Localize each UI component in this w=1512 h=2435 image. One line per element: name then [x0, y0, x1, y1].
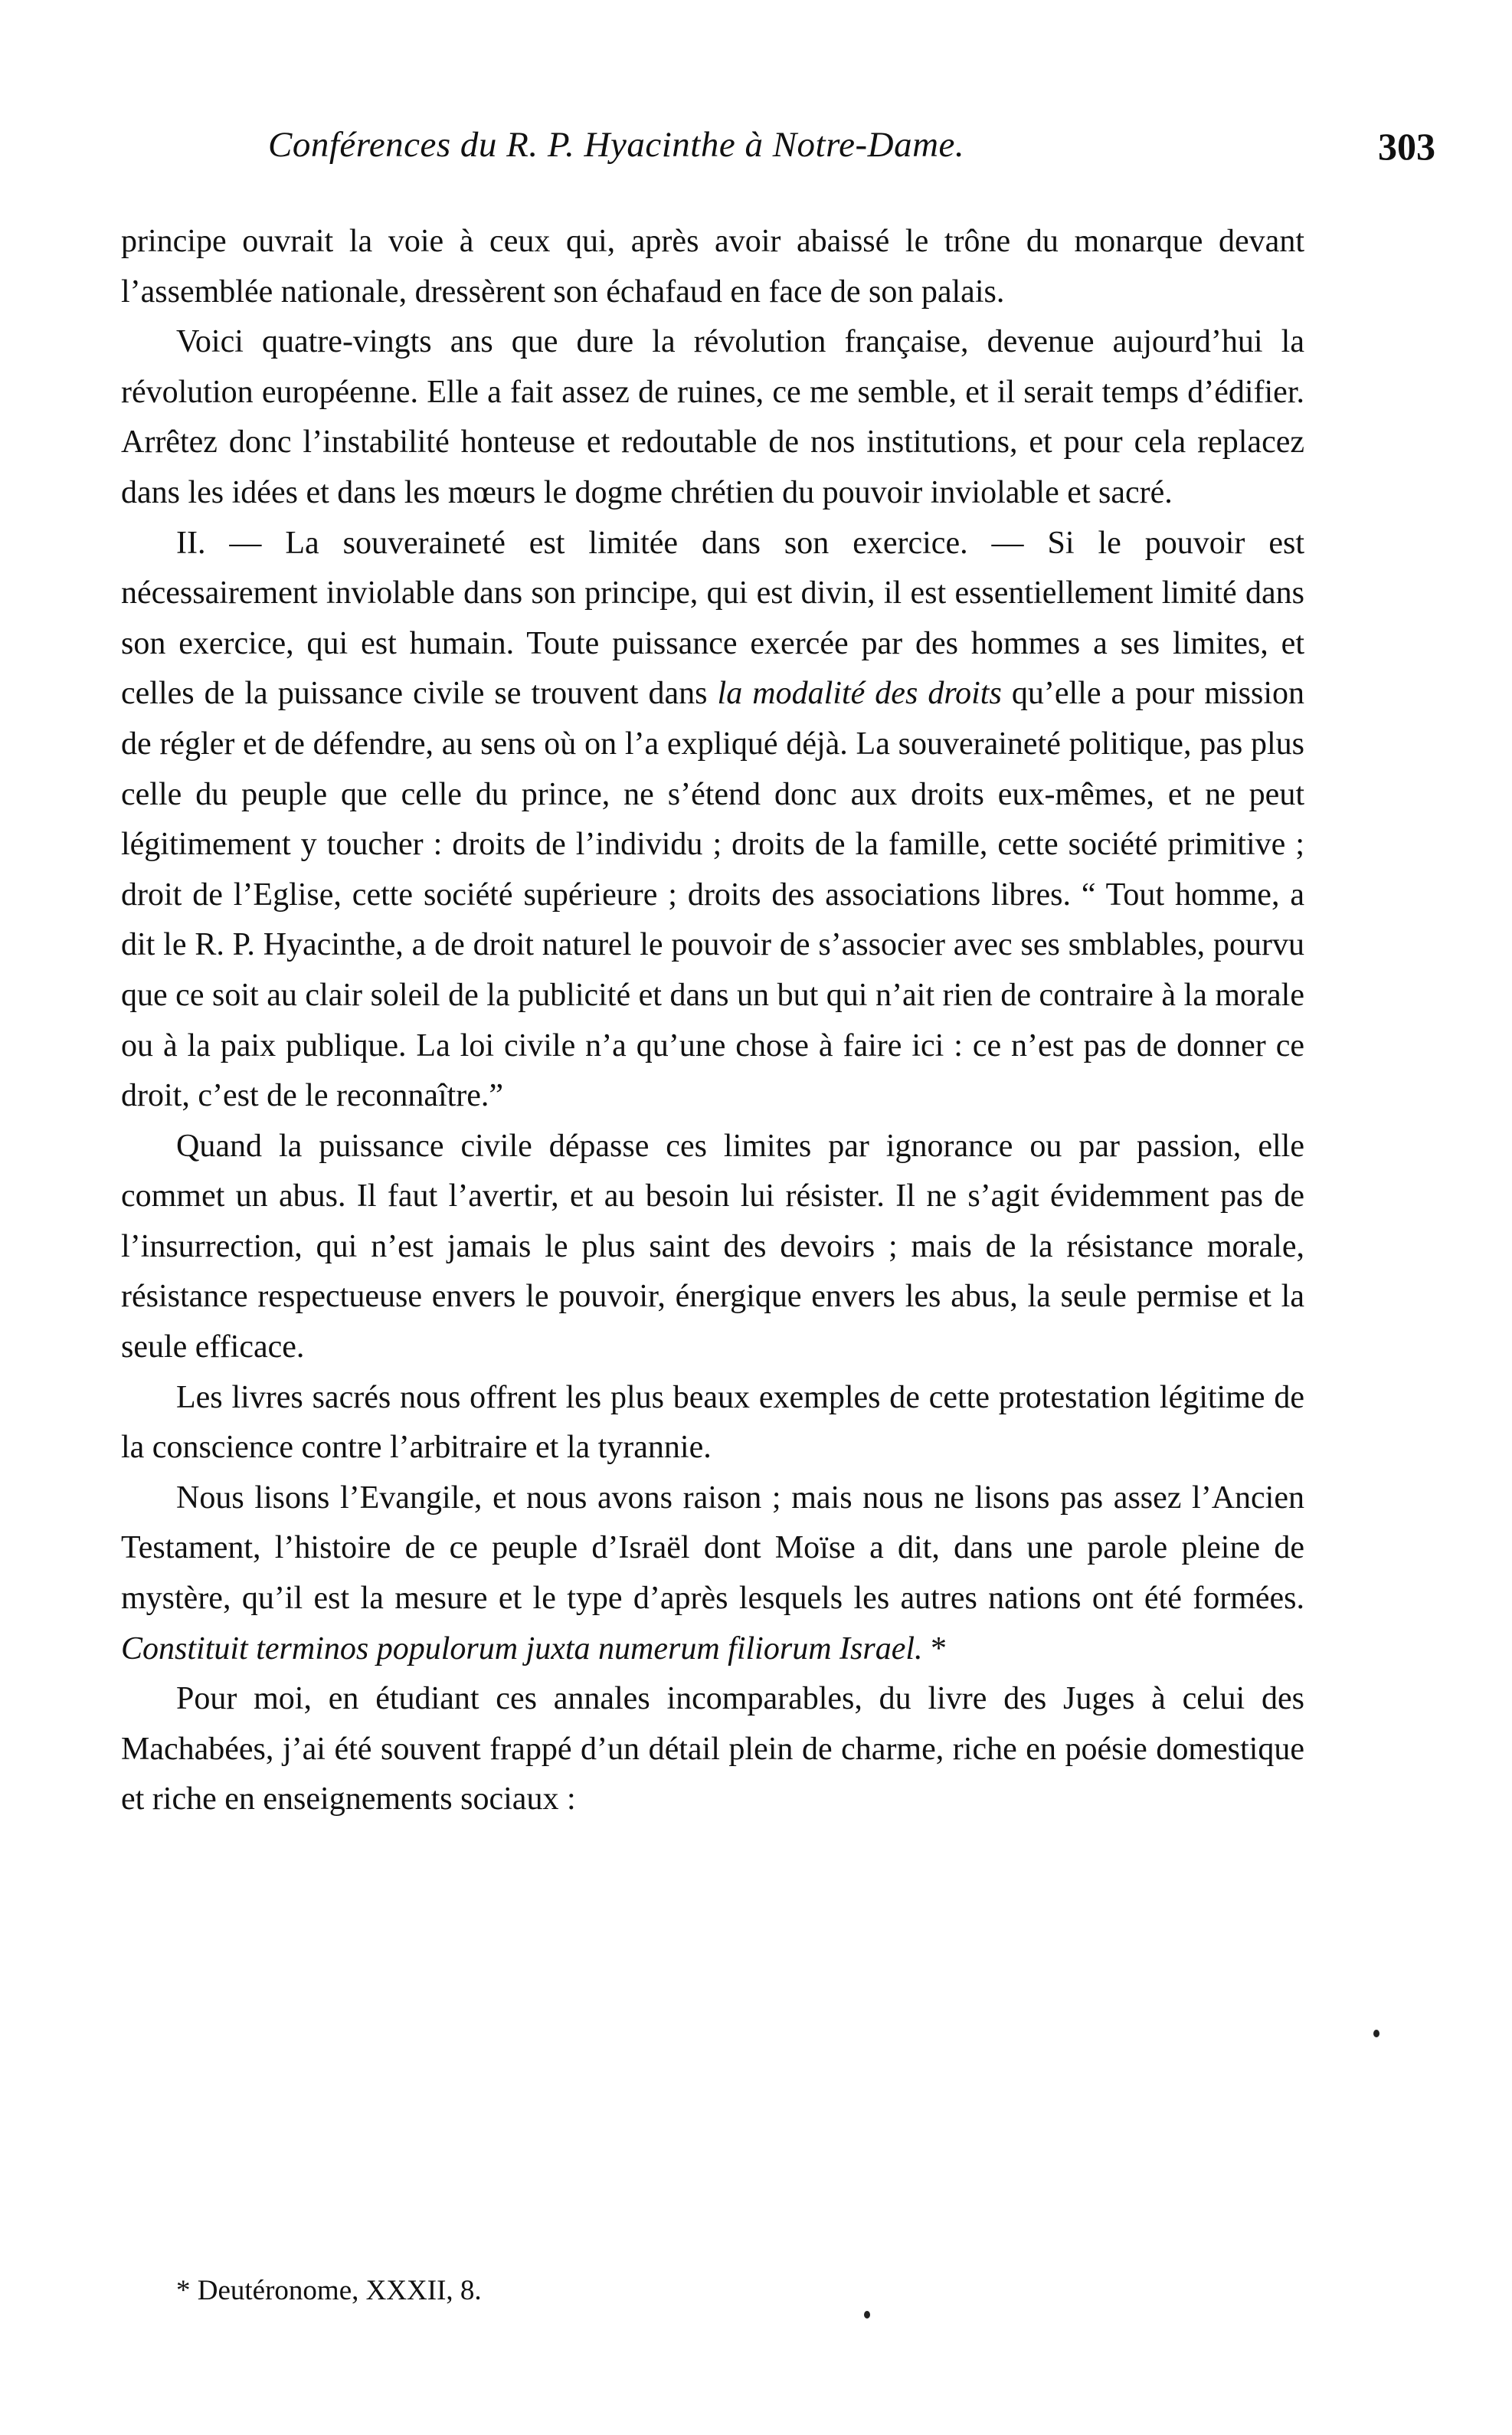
running-title: Conférences du R. P. Hyacinthe à Notre-Dame.: [268, 125, 965, 165]
text-run: Les livres sacrés nous offrent les plus beaux exemples de cette protestation légitime de la conscience contre l’arbitraire et la tyrannie.: [121, 1379, 1304, 1466]
ink-speck: [864, 2311, 870, 2319]
text-run: qu’elle a pour mission de régler et de défendre, au sens où on l’a expliqué déjà. La souveraineté politique, pas plus celle du peuple que celle du prince, ne s’étend donc aux droits eux-mêmes, et ne peut légitimement y toucher : droits de l’individu ; droits de la famille, cette société primitive ; droit de l’Eglise, cette société supérieure ; droits des associations libres. “ Tout homme, a dit le R. P. Hyacinthe, a de droit naturel le pouvoir de s’associer avec ses smblables, pourvu que ce soit au clair soleil de la publicité et dans un but qui n’ait rien de contraire à la morale ou à la paix publique. La loi civile n’a qu’une chose à faire ici : ce n’est pas de donner ce droit, c’est de le reconnaître.”: [121, 676, 1304, 1114]
paragraph: [121, 317, 1304, 518]
text-run: II. — La souveraineté est limitée dans son exercice. — Si le pouvoir est nécessairement inviolable dans son principe, qui est divin, il est essentiellement limité dans son exercice, qui est humain. Toute puissance exercée par des hommes a ses limites, et celles de la puissance civile se trouvent dans: [121, 525, 1304, 712]
text-run: Quand la puissance civile dépasse ces limites par ignorance ou par passion, elle commet un abus. Il faut l’avertir, et au besoin lui résister. Il ne s’agit évidemment pas de l’insurrection, qui n’est jamais le plus saint des devoirs ; mais de la résistance morale, résistance respectueuse envers le pouvoir, énergique envers les abus, la seule permise et la seule efficace.: [121, 1128, 1304, 1365]
italic-phrase: Constituit terminos populorum juxta numerum filiorum Israel.: [121, 1630, 923, 1666]
italic-phrase: la modalité des droits: [717, 676, 1002, 712]
text-run: Nous lisons l’Evangile, et nous avons raison ; mais nous ne lisons pas assez l’Ancien Testament, l’histoire de ce peuple d’Israël dont Moïse a dit, dans une parole pleine de mystère, qu’il est la mesure et le type d’après lesquels les autres nations ont été formées.: [121, 1480, 1304, 1617]
body-text: [121, 217, 1304, 1825]
footnote: * Deutéronome, XXXII, 8.: [176, 2275, 482, 2306]
paragraph: [121, 217, 1304, 317]
ink-speck: [1373, 2030, 1379, 2037]
page-number: 303: [1378, 125, 1435, 168]
paragraph: [121, 1473, 1304, 1674]
text-run: principe ouvrait la voie à ceux qui, après avoir abaissé le trône du monarque devant l’assemblée nationale, dressèrent son échafaud en face de son palais.: [121, 224, 1304, 310]
text-run: Voici quatre-vingts ans que dure la révolution française, devenue aujourd’hui la révolution européenne. Elle a fait assez de ruines, ce me semble, et il serait temps d’édifier. Arrêtez donc l’instabilité honteuse et redoutable de nos institutions, et pour cela replacez dans les idées et dans les mœurs le dogme chrétien du pouvoir inviolable et sacré.: [121, 324, 1304, 510]
paragraph: [121, 519, 1304, 1122]
running-head: [268, 124, 1435, 178]
text-run: *: [922, 1630, 947, 1666]
paragraph: [121, 1373, 1304, 1473]
text-run: Pour moi, en étudiant ces annales incomparables, du livre des Juges à celui des Machabées, j’ai été souvent frappé d’un détail plein de charme, riche en poésie domestique et riche en enseignements sociaux :: [121, 1681, 1304, 1817]
paragraph: [121, 1122, 1304, 1373]
paragraph: [121, 1674, 1304, 1825]
